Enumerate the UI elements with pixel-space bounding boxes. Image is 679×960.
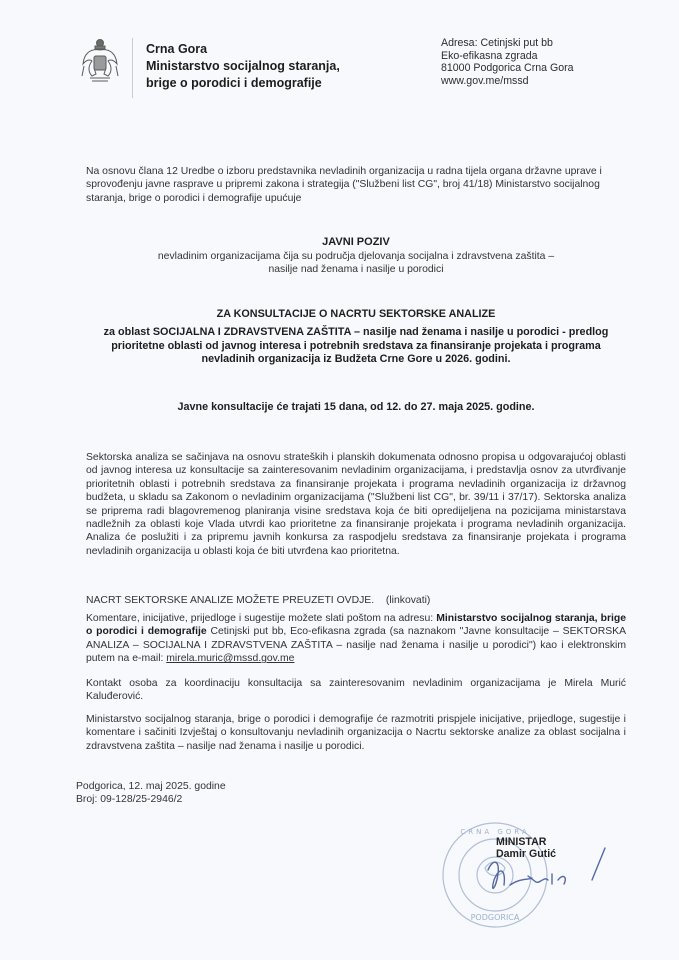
country-name: Crna Gora <box>146 42 208 56</box>
address-line-3: 81000 Podgorica Crna Gora <box>441 62 574 75</box>
ministry-line-2: brige o porodici i demografije <box>146 76 322 90</box>
signatory-name: Damir Gutić <box>496 848 557 860</box>
ministry-name <box>146 41 340 92</box>
consultation-heading: ZA KONSULTACIJE O NACRTU SEKTORSKE ANALIZE <box>216 308 496 320</box>
comments-text-2: Cetinjski put bb, Eco-efikasna zgrada (sa naznakom "Javne konsultacije – SEKTORSKA ANALIZA – SOCIJALNA I ZDRAVSTVENA ZAŠTITA – nasilje nad ženama i nasilje u porodici") kao i elektronskim putem na e-mail: <box>86 626 626 665</box>
call-title: JAVNI POZIV <box>322 236 390 248</box>
consultation-duration: Javne konsultacije će trajati 15 dana, od 12. do 27. maja 2025. godine. <box>177 401 535 413</box>
email-link[interactable]: mirela.muric@mssd.gov.me <box>166 653 295 665</box>
scope-line-2: prioritetne oblasti od javnog interesa i potrebnih sredstava za finansiranje projekata i programa <box>111 339 601 352</box>
call-subtitle-line-1: nevladinim organizacijama čija su područja djelovanja socijalna i zdravstvena zaštita – <box>157 251 555 262</box>
coat-of-arms-icon <box>80 36 120 86</box>
ministry-address <box>441 37 574 87</box>
signatory-title: MINISTAR <box>496 836 547 848</box>
document-number: Broj: 09-128/25-2946/2 <box>76 794 183 806</box>
ministry-line-1: Ministarstvo socijalnog staranja, <box>146 59 340 73</box>
scope-line-3: nevladinih organizacija iz Budžeta Crne Gore u 2026. godini. <box>201 353 511 366</box>
download-link[interactable]: NACRT SEKTORSKE ANALIZE MOŽETE PREUZETI OVDJE. <box>86 595 375 606</box>
contact-paragraph: Kontakt osoba za koordinaciju konsultacija sa zainteresovanim nevladinim organizacijama je Mirela Murić Kaluđerović. <box>86 678 626 703</box>
call-subtitle-line-2: nasilje nad ženama i nasilje u porodici <box>268 264 444 275</box>
stamp-city: PODGORICA <box>470 913 520 922</box>
place-date: Podgorica, 12. maj 2025. godine <box>76 781 226 792</box>
analysis-paragraph: Sektorska analiza se sačinjava na osnovu strateških i planskih dokumenata odnosno propisa u odgovarajućoj oblasti od javnog interesa uz konsultacije sa zainteresovanim nevladinim organizacijama, i predstavlja osnov za utvrđivanje prioritetnih oblasti i potrebnih sredstava za finansiranje projekata i programa nevladinih organizacija iz državnog budžeta, u skladu sa Zakonom o nevladinim organizacijama ("Službeni list CG", br. 39/11 i 37/17). Sektorska analiza se priprema radi blagovremenog planiranja visine sredstava koja će biti opredijeljena na pozicijama ministarstava nadležnih za oblasti koje Vlada utvrdi kao prioritetne za finansiranje projekata i programa nevladinih organizacija. Analiza će poslužiti i za pripremu javnih konkursa za raspodjelu sredstava za finansiranje projekata i programa nevladinih organizacija u oblasti koja će biti utvrđena kao prioritetna. <box>86 452 626 557</box>
consultation-scope <box>86 326 626 367</box>
download-note: (linkovati) <box>385 595 431 606</box>
handwritten-signature-icon <box>470 840 620 910</box>
scope-line-1: za oblast SOCIJALNA I ZDRAVSTVENA ZAŠTITA – nasilje nad ženama i nasilje u porodici - predlog <box>103 326 609 338</box>
closing-paragraph: Ministarstvo socijalnog staranja, brige o porodici i demografije će razmotriti prispjele inicijative, prijedloge, sugestije i komentare i sačiniti Izvještaj o konsultovanju nevladinih organizacija o Nacrtu sektorske analize za oblast socijalna i zdravstvena zaštita – nasilje nad ženama i nasilje u porodici. <box>86 714 626 752</box>
header-divider <box>132 38 133 98</box>
download-line <box>86 594 626 607</box>
comments-paragraph <box>86 612 626 666</box>
footer-meta <box>76 780 226 807</box>
comments-text-1: Komentare, inicijative, prijedloge i sugestije možete slati poštom na adresu: <box>86 613 437 624</box>
stamp-country: CRNA GORA <box>460 828 530 836</box>
website-link[interactable]: www.gov.me/mssd <box>441 74 529 87</box>
address-line-1: Adresa: Cetinjski put bb <box>441 37 553 49</box>
address-line-2: Eko-efikasna zgrada <box>441 49 538 62</box>
call-subtitle <box>86 250 626 276</box>
intro-paragraph: Na osnovu člana 12 Uredbe o izboru predstavnika nevladinih organizacija u radna tijela organa državne uprave i sprovođenju javne rasprave u pripremi zakona i strategija ("Službeni list CG", broj 41/18) Ministarstvo socijalnog staranja, brige o porodici i demografije upućuje <box>86 166 602 204</box>
comments-address-bold: Ministarstvo socijalnog staranja, brige o porodici i demografije <box>86 613 626 638</box>
